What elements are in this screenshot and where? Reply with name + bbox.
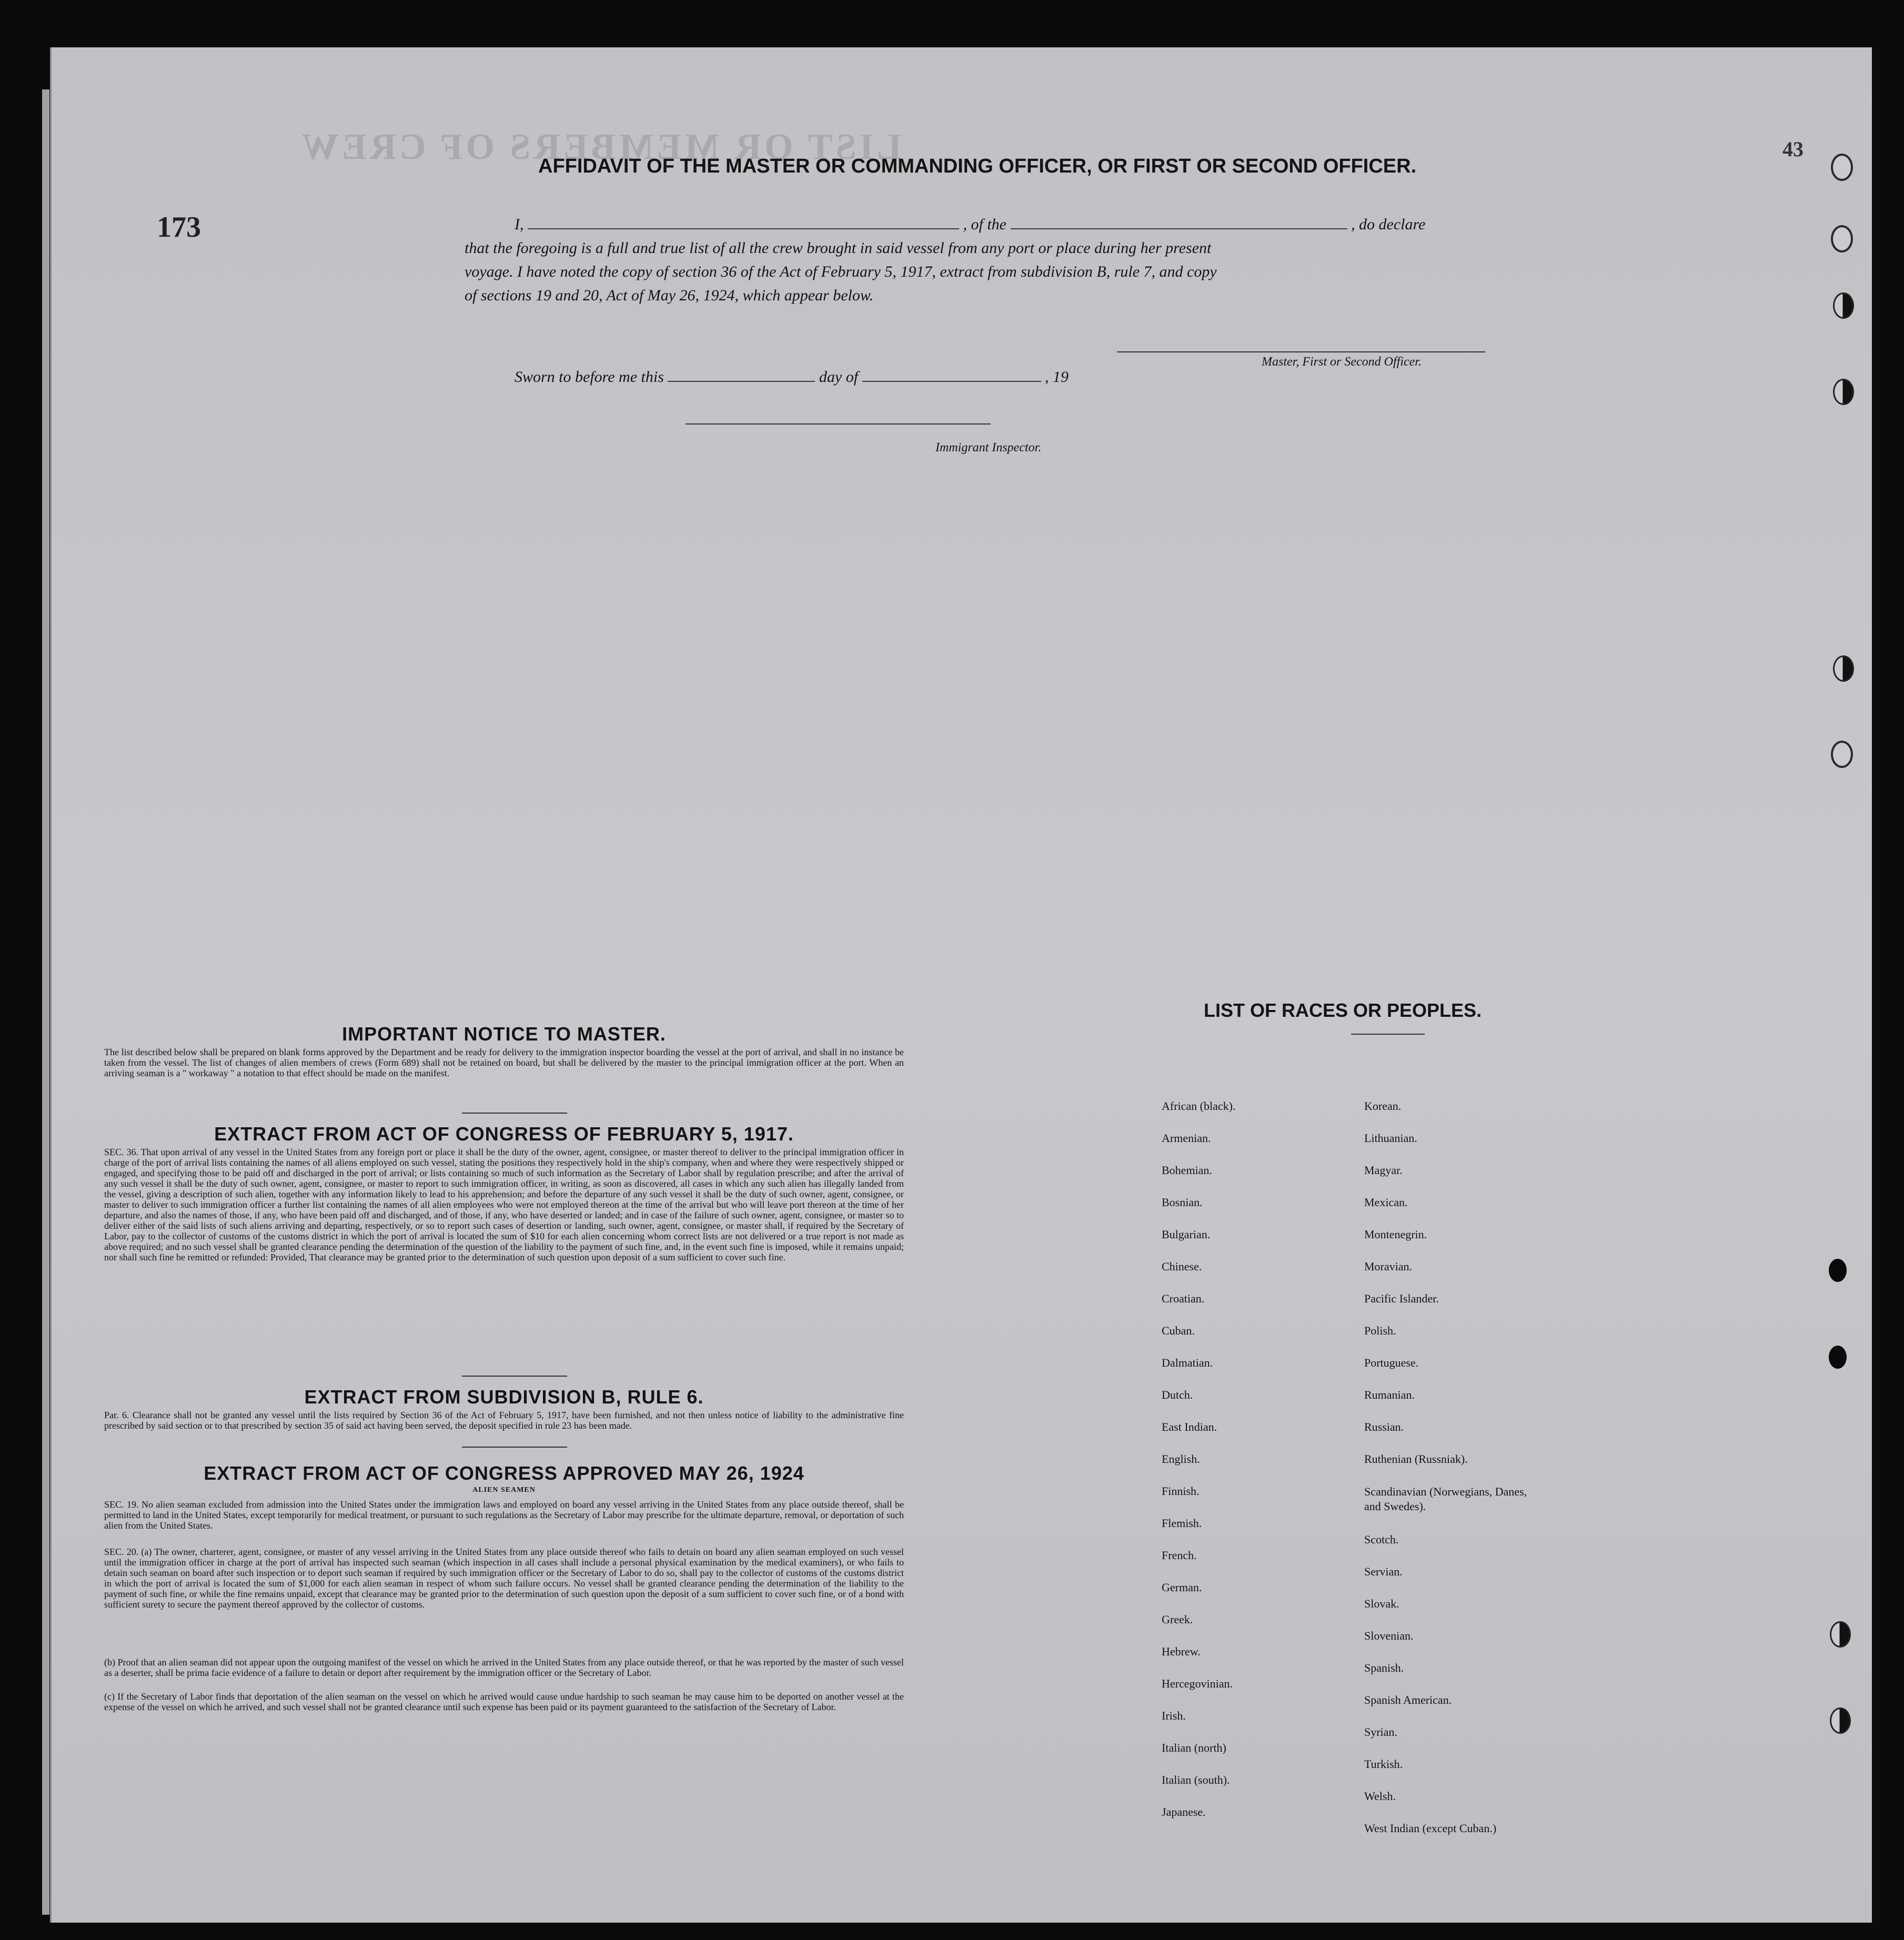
extract-1917-text: SEC. 36. That upon arrival of any vessel in the United States from any foreign port or place it shall be the duty of the owner, agent, consignee, or master thereof to deliver to the principal immigration officer in charge of the port of arrival lists containing the names of all aliens employed on such vessel, stating the positions they respectively hold in the ship's company, when and where they were respectively shipped or engaged, and specifying those to be paid off and discharged in the port of arrival; or lists containing so much of such information as the Secretary of Labor shall by regulation prescribe; and after the arrival of any such vessel it shall be the duty of such owner, agent, consignee, or master to report to such immigration officer, in writing, as soon as discovered, all cases in which any such alien has illegally landed from the vessel, giving a description of such alien, together with any information likely to lead to his apprehension; and before the departure of any such vessel it shall be the duty of such owner, agent, consignee, or master to deliver to such immigration officer a further list containing the names of all alien employees who were not employed thereon at the time of the arrival but who will leave port thereon at the time of her departure, and also the names of those, if any, who have been paid off and discharged, and of those, if any, who have deserted or landed; and in case of the failure of such owner, agent, consignee, or master so to deliver either of the said lists of such aliens arriving and departing, respectively, or so to report such cases of desertion or landing, such owner, agent, consignee, or master shall, if required by the Secretary of Labor, pay to the collector of customs of the customs district in which the port of arrival is located the sum of $10 for each alien concerning whom correct lists are not delivered or a true report is not made as above required; and no such vessel shall be granted clearance pending the determination of the question of the liability to the payment of such fine, and, in the event such fine is imposed, while it remains unpaid; nor shall such fine be remitted or refunded: Provided, That clearance may be granted prior to the determination of such question upon deposit of a sum sufficient to cover such fine. [104, 1147, 904, 1262]
binder-hole [1831, 741, 1853, 768]
extract-1924-sec20c: (c) If the Secretary of Labor finds that deportation of the alien seaman on the vessel on which he arrived would cause undue hardship to such seaman he may cause him to be deported on another vessel at the expense of the vessel on which he arrived, and such vessel shall not be granted clearance until such expense has been paid or its payment guaranteed to the satisfaction of the Secretary of Labor. [104, 1691, 904, 1712]
affidavit-body-line-3: of sections 19 and 20, Act of May 26, 1924, which appear below. [465, 287, 874, 304]
binder-hole [1830, 1707, 1851, 1734]
race-item: Japanese. [1162, 1805, 1206, 1818]
race-item: Pacific Islander. [1364, 1292, 1439, 1305]
race-item: Slovenian. [1364, 1629, 1414, 1642]
race-item: French. [1162, 1549, 1197, 1562]
race-item: Syrian. [1364, 1725, 1397, 1739]
binder-hole [1833, 655, 1854, 682]
page-number: 173 [157, 211, 201, 244]
extract-1924-sec20b: (b) Proof that an alien seaman did not appear upon the outgoing manifest of the vessel on which he arrived in the United States from any place outside thereof, or that he was reported by the master of such vessel as a deserter, shall be prima facie evidence of a failure to detain or deport after requirement by the immigration officer or the Secretary of Labor. [104, 1657, 904, 1678]
affidavit-do-declare: , do declare [1351, 216, 1426, 233]
race-item: Bulgarian. [1162, 1228, 1211, 1241]
race-item: Ruthenian (Russniak). [1364, 1452, 1468, 1466]
sworn-day-blank[interactable] [668, 381, 815, 382]
inspector-signature-line[interactable] [686, 423, 991, 425]
race-item: West Indian (except Cuban.) [1364, 1822, 1497, 1835]
extract-1924-sec19: SEC. 19. No alien seaman excluded from admission into the United States under the immigration laws and employed on board any vessel arriving in the United States from any place outside thereof, shall be permitted to land in the United States, except temporarily for medical treatment, or pursuant to such regulations as the Secretary of Labor may prescribe for the ultimate departure, removal, or deportation of such alien from the United States. [104, 1499, 904, 1531]
affidavit-body-line-1: that the foregoing is a full and true list of all the crew brought in said vessel from any port or place during her present [465, 239, 1212, 257]
races-divider [1351, 1034, 1425, 1035]
race-item: Bohemian. [1162, 1164, 1212, 1177]
sworn-line [515, 368, 1069, 386]
race-item: Italian (north) [1162, 1741, 1226, 1754]
race-item: Hercegovinian. [1162, 1677, 1233, 1690]
extract-1924-sec20a: SEC. 20. (a) The owner, charterer, agent, consignee, or master of any vessel arriving in the United States from any place outside thereof who fails to detain on board any alien seaman employed on such vessel until the immigration officer in charge at the port of arrival has inspected such seaman (which inspection in all cases shall include a personal physical examination by the medical examiners), or who fails to detain such seaman on board after such inspection or to deport such seaman if required by such immigration officer or the Secretary of Labor to do so, shall pay to the collector of customs of the customs district in which the port of arrival is located the sum of $1,000 for each alien seaman in respect of whom such failure occurs. No vessel shall be granted clearance pending the determination of the liability to the payment of such fine, or while the fine remains unpaid, except that clearance may be granted prior to the determination of such question upon the deposit of a sum sufficient to cover such fine, or of a bond with sufficient surety to secure the payment thereof approved by the collector of customs. [104, 1547, 904, 1610]
race-item: Portuguese. [1364, 1356, 1419, 1369]
sworn-label: Sworn to before me this [515, 368, 664, 386]
affidavit-body-line-2: voyage. I have noted the copy of section 36 of the Act of February 5, 1917, extract from subdivision B, rule 7, and copy [465, 263, 1217, 280]
manifest-page [50, 47, 1872, 1923]
year-label: , 19 [1045, 368, 1069, 386]
affidavit-of-the: , of the [963, 216, 1006, 233]
races-title: LIST OF RACES OR PEOPLES. [1204, 999, 1482, 1021]
binder-hole [1831, 225, 1853, 252]
affidavit-i: I, [515, 216, 524, 233]
race-item: Moravian. [1364, 1260, 1413, 1273]
notice-title: IMPORTANT NOTICE TO MASTER. [342, 1023, 666, 1045]
race-item: Hebrew. [1162, 1645, 1201, 1658]
binder-hole [1830, 1621, 1851, 1648]
race-item: Korean. [1364, 1099, 1402, 1113]
master-signature-label: Master, First or Second Officer. [1262, 355, 1422, 369]
race-item: Spanish American. [1364, 1693, 1452, 1706]
binder-hole [1831, 154, 1853, 181]
show-through-heading: LIST OR MEMBERS OF CREW [299, 127, 902, 167]
subdivision-text: Par. 6. Clearance shall not be granted any vessel until the lists required by Section 36 of the Act of February 5, 1917, have been furnished, and not then unless notice of liability to the administrative fine prescribed by said section or to that prescribed by section 35 of said act having been served, the deposit specified in rule 23 has been made. [104, 1410, 904, 1431]
master-signature-line[interactable] [1117, 351, 1485, 352]
notice-text: The list described below shall be prepared on blank forms approved by the Department and be ready for delivery to the immigration inspector boarding the vessel at the port of arrival, and shall in no instance be taken from the vessel. The list of changes of alien members of crews (Form 689) shall not be retained on board, but shall be delivered by the master to the principal immigration officer at the port. When an arriving seaman is a " workaway " a notation to that effect should be made on the manifest. [104, 1047, 904, 1078]
master-name-blank[interactable] [528, 228, 959, 229]
race-item: German. [1162, 1581, 1202, 1594]
race-item: Armenian. [1162, 1131, 1211, 1145]
sworn-month-blank[interactable] [862, 381, 1041, 382]
race-item: Turkish. [1364, 1757, 1403, 1771]
vessel-name-blank[interactable] [1011, 228, 1347, 229]
race-item: Servian. [1364, 1565, 1403, 1578]
underlying-page-edge [42, 89, 49, 1915]
race-item: Scotch. [1364, 1533, 1399, 1546]
extract-1917-title: EXTRACT FROM ACT OF CONGRESS OF FEBRUARY 5, 1917. [214, 1123, 794, 1145]
race-item: Russian. [1364, 1420, 1404, 1433]
divider-1 [462, 1113, 567, 1114]
binder-hole [1829, 1346, 1847, 1369]
race-item: Cuban. [1162, 1324, 1195, 1337]
race-item: Croatian. [1162, 1292, 1205, 1305]
race-item: East Indian. [1162, 1420, 1217, 1433]
race-item: Finnish. [1162, 1484, 1200, 1498]
race-item: Bosnian. [1162, 1196, 1203, 1209]
race-item: Welsh. [1364, 1790, 1396, 1803]
day-of-label: day of [819, 368, 859, 386]
race-item: Irish. [1162, 1709, 1186, 1722]
race-item: Mexican. [1364, 1196, 1408, 1209]
binder-hole [1833, 292, 1854, 319]
race-item: Dalmatian. [1162, 1356, 1213, 1369]
race-item: Scandinavian (Norwegians, Danes, and Swedes). [1364, 1485, 1527, 1513]
race-item: Greek. [1162, 1613, 1193, 1626]
inspector-label: Immigrant Inspector. [935, 441, 1042, 454]
subdivision-title: EXTRACT FROM SUBDIVISION B, RULE 6. [304, 1386, 704, 1408]
race-item: Flemish. [1162, 1517, 1202, 1530]
affidavit-declaration-line [515, 216, 1540, 234]
race-item: Dutch. [1162, 1388, 1193, 1401]
race-item: Polish. [1364, 1324, 1396, 1337]
corner-mark: 43 [1782, 137, 1804, 161]
binder-hole [1833, 379, 1854, 405]
race-item: Spanish. [1364, 1661, 1404, 1674]
race-item: Lithuanian. [1364, 1131, 1417, 1145]
race-item: Slovak. [1364, 1597, 1399, 1610]
race-item: Rumanian. [1364, 1388, 1415, 1401]
affidavit-title: AFFIDAVIT OF THE MASTER OR COMMANDING OFFICER, OR FIRST OR SECOND OFFICER. [538, 155, 1417, 177]
binder-hole [1829, 1259, 1847, 1282]
race-item: Montenegrin. [1364, 1228, 1427, 1241]
race-item: Italian (south). [1162, 1773, 1230, 1786]
race-item: Magyar. [1364, 1164, 1403, 1177]
race-item: African (black). [1162, 1099, 1236, 1113]
extract-1924-subtitle: ALIEN SEAMEN [472, 1486, 536, 1494]
race-item: English. [1162, 1452, 1200, 1466]
divider-2 [462, 1376, 567, 1377]
race-item: Chinese. [1162, 1260, 1202, 1273]
extract-1924-title: EXTRACT FROM ACT OF CONGRESS APPROVED MAY 26, 1924 [204, 1462, 804, 1484]
divider-3 [462, 1447, 567, 1448]
